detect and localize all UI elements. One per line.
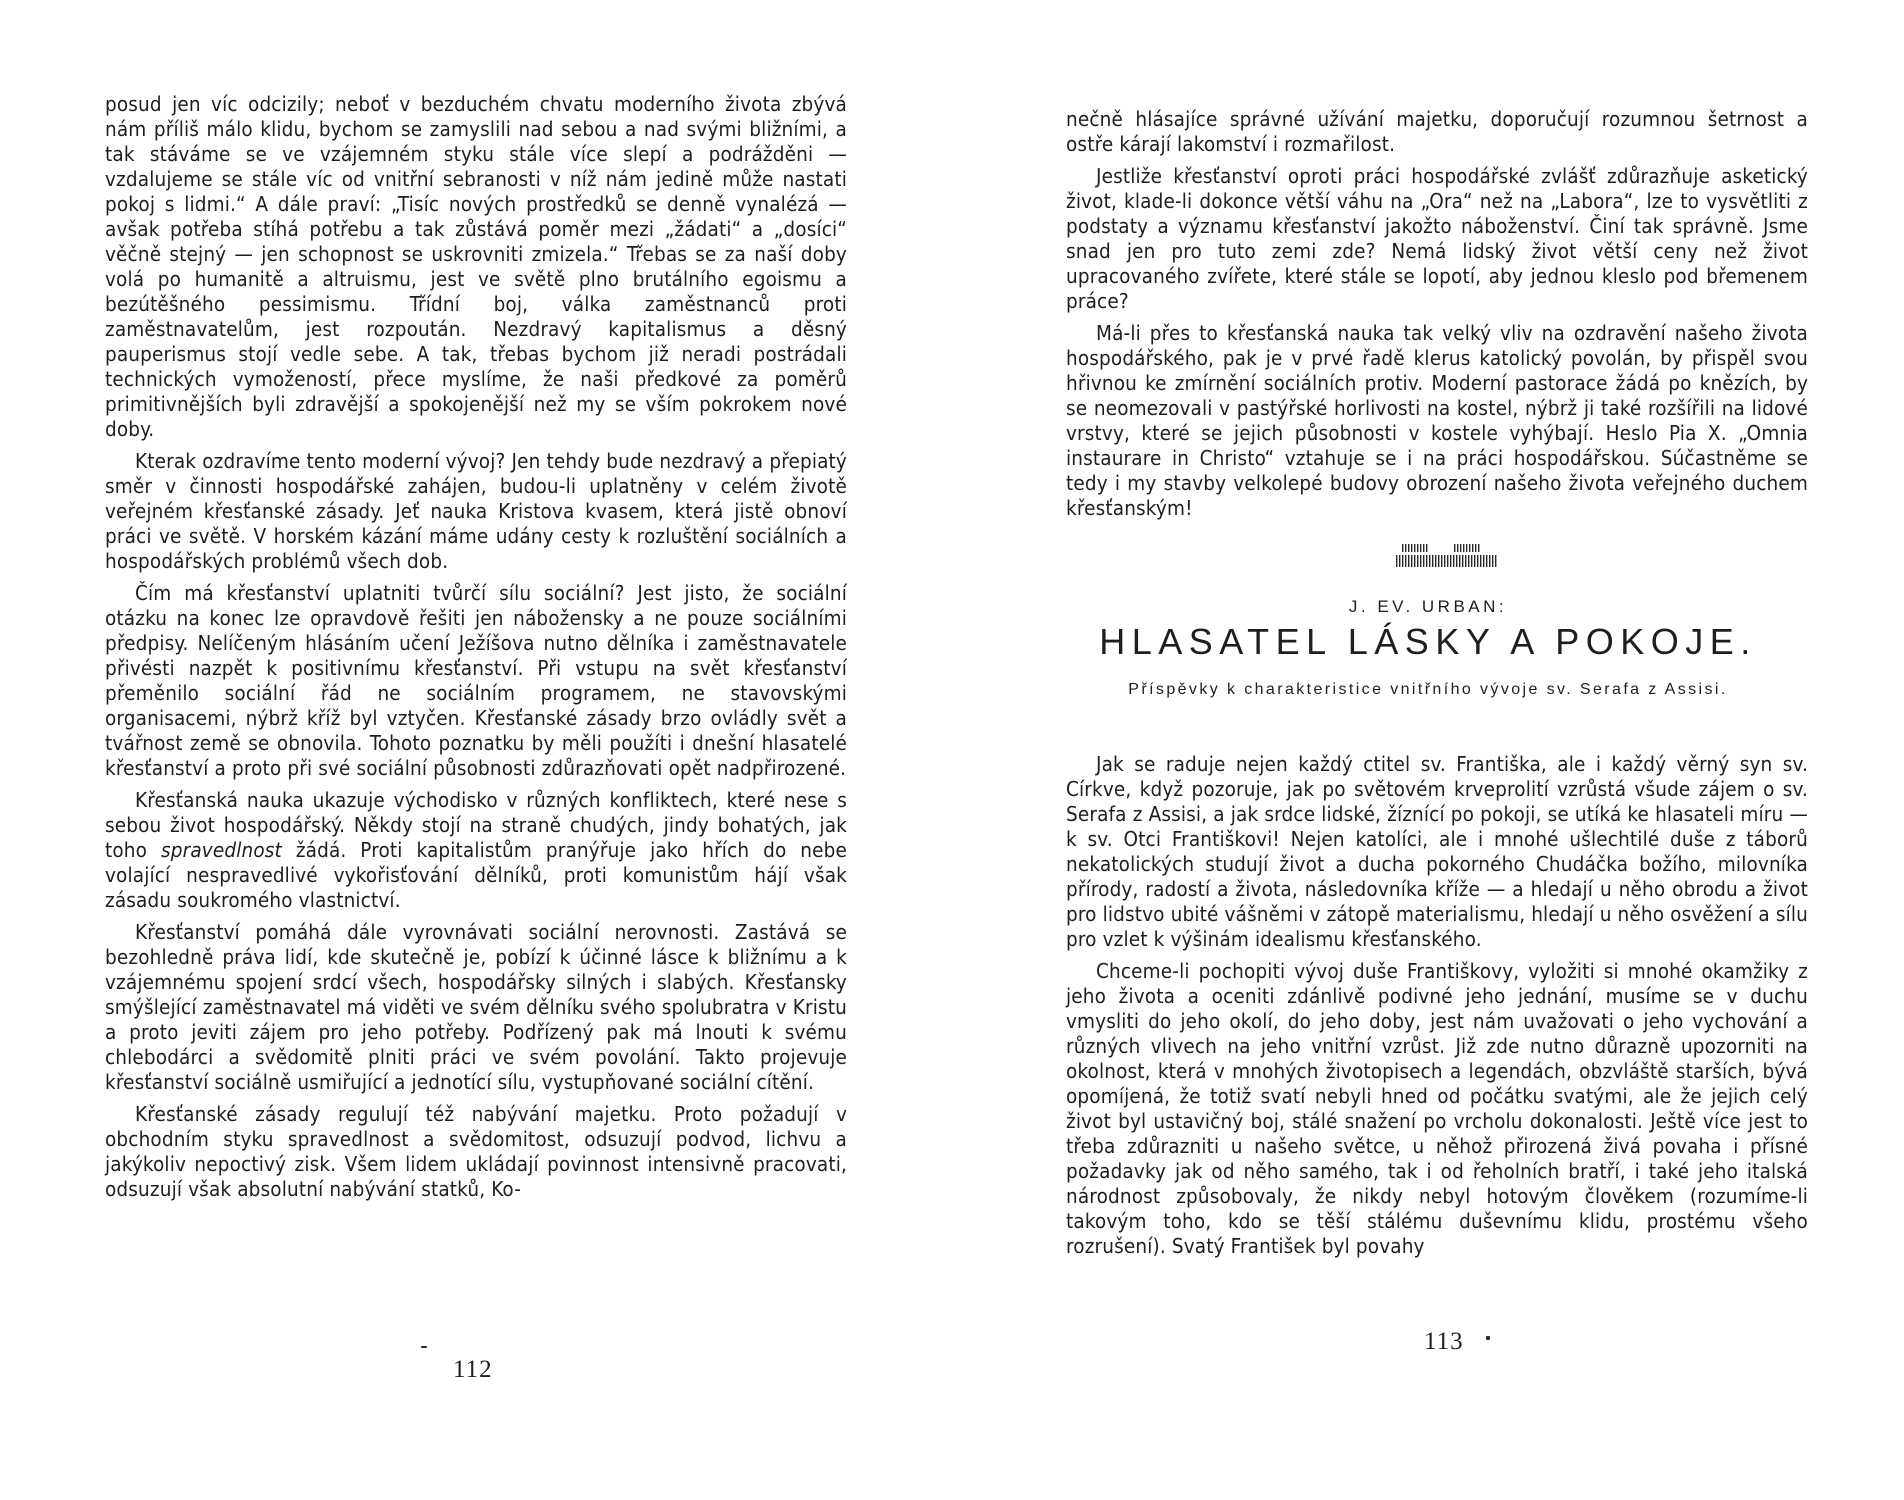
- ornament-stroke: [1405, 555, 1406, 567]
- ornament-stroke: [1450, 555, 1451, 567]
- ornament-stroke: [1435, 555, 1436, 567]
- ornament-stroke: [1414, 555, 1415, 567]
- paragraph: posud jen víc odcizily; neboť v bezduchém chvatu moderního života zbývá nám příliš málo klidu, bychom se zamyslili nad sebou a nad svými bližními, a tak stáváme se ve vzájemném styku stále více slepí a podrážděni — vzdalujeme se stále víc od vnitřní sebranosti v níž nám jedině může nastati pokoj s lidmi.“ A dále praví: „Tisíc nových prostředků se denně vynalézá — avšak potřeba stíhá potřebu a tak zůstává poměr mezi „žádati“ a „dosíci“ věčně stejný — jen schopnost se uskrovniti zmizela.“ Třebas se za naší doby volá po humanitě a altruismu, jest ve světě plno brutálního egoismu a bezútěšného pessimismu. Třídní boj, válka zaměstnanců proti zaměstnavatelům, jest rozpoután. Nezdravý kapitalismus a děsný pauperismus stojí vedle sebe. A tak, třebas bychom již neradi postrádali technických vymožeností, přece myslíme, že naši předkové za poměrů primitivnějších byli zdravější a spokojenější než my se vším pokrokem nové doby.: [105, 92, 847, 441]
- ornament-stroke: [1438, 555, 1439, 567]
- right-page: [952, 0, 1904, 1500]
- ornament-stroke: [1466, 544, 1467, 552]
- ornament-stroke: [1402, 555, 1403, 567]
- ornament-stroke: [1420, 555, 1421, 567]
- ornament-stroke: [1495, 555, 1496, 567]
- ornament-stroke: [1411, 544, 1412, 552]
- left-text-column: [105, 92, 847, 1209]
- ornament-stroke: [1486, 555, 1487, 567]
- ornament-stroke: [1474, 555, 1475, 567]
- ornament-stroke: [1471, 555, 1472, 567]
- ink-mark: [1486, 1336, 1490, 1340]
- ornament-stroke: [1462, 555, 1463, 567]
- ornament-stroke: [1454, 544, 1455, 552]
- ornament-stroke: [1402, 544, 1403, 552]
- ornament-stroke: [1420, 544, 1421, 552]
- right-text-column: [1066, 107, 1808, 528]
- paragraph: Chceme-li pochopiti vývoj duše Františkovy, vyložiti si mnohé okamžiky z jeho života a oceniti zdánlivě podivné jeho jednání, musíme se v duchu vmysliti do jeho okolí, do jeho doby, jest nám uvažovati o jeho vychování a různých vlivech na jeho vnitřní vzrůst. Již zde nutno důrazně upozorniti na okolnost, která v mnohých životopisech a legendách, obzvláště starších, bývá opomíjená, že totiž svatí nebyli hned od počátku svatými, ale že jejich celý život byl ustavičný boj, stálé snažení po vrcholu dokonalosti. Ještě více jest to třeba zdůrazniti u našeho světce, u něhož přirozená živá povaha i přísné požadavky jak od něho samého, tak i od řeholních bratří, i také jeho italská národnost způsobovaly, že nikdy nebyl hotovým člověkem (rozumíme-li takovým toho, kdo se těší stálému duševnímu klidu, prostému všeho rozrušení). Svatý František byl povahy: [1066, 959, 1808, 1258]
- paragraph: Jak se raduje nejen každý ctitel sv. Františka, ale i každý věrný syn sv. Církve, když pozoruje, jak po světovém krveprolití vzrůstá všude zájem o sv. Serafa z Assisi, a jak srdce lidské, žíznící po pokoji, se utíká ke hlasateli míru — k sv. Otci Františkovi! Nejen katolíci, ale i mnohé ušlechtilé duše z táborů nekatolických studují život a ducha pokorného Chudáčka božího, milovníka přírody, radostí a života, následovníka kříže — a hledají u něho obrodu a život pro lidstvo ubité vášněmi v zátopě materialismu, hledají u něho osvěžení a sílu pro vzlet k výšinám idealismu křesťanského.: [1066, 752, 1808, 951]
- paragraph: Jestliže křesťanství oproti práci hospodářské zvlášť zdůrazňuje asketický život, klade-li dokonce větší váhu na „Ora“ než na „Labora“, lze to vysvětliti z podstaty a významu křesťanství jakožto náboženství. Činí tak správně. Jsme snad jen pro tuto zemi zde? Nemá lidský život větší ceny než život upracovaného zvířete, které stále se lopotí, aby jednou kleslo pod břemenem práce?: [1066, 164, 1808, 313]
- ornament-stroke: [1465, 555, 1466, 567]
- paragraph-text: žádá. Proti kapitalistům pranýřuje jako hřích do nebe volající nespravedlivé vykořisťování dělníků, proti komunistům hájí však zásadu soukromého vlastnictví.: [105, 838, 847, 912]
- ornament-stroke: [1475, 544, 1476, 552]
- emphasized-word: spravedlnost: [161, 838, 282, 862]
- ornament-stroke: [1399, 555, 1400, 567]
- paragraph: nečně hlásajíce správné užívání majetku, doporučují rozumnou šetrnost a ostře kárají lakomství i rozmařilost.: [1066, 107, 1808, 156]
- page-number: 112: [453, 1356, 493, 1383]
- ornament-stroke: [1408, 544, 1409, 552]
- ornament-stroke: [1444, 555, 1445, 567]
- ornament-stroke: [1460, 544, 1461, 552]
- ornament-stroke: [1417, 555, 1418, 567]
- ornament-stroke: [1408, 555, 1409, 567]
- ornament-stroke: [1426, 544, 1427, 552]
- ornament-stroke: [1417, 544, 1418, 552]
- paragraph: Křesťanské zásady regulují též nabývání majetku. Proto požadují v obchodním styku spravedlnost a svědomitost, odsuzují podvod, lichvu a jakýkoliv nepoctivý zisk. Všem lidem ukládají povinnost intensivně pracovati, odsuzují však absolutní nabývání statků, Ko-: [105, 1102, 847, 1201]
- ornament-stroke: [1414, 544, 1415, 552]
- ornament-stroke: [1478, 544, 1479, 552]
- ornament-stroke: [1396, 555, 1397, 567]
- ornament-stroke: [1468, 555, 1469, 567]
- ornament-stroke: [1429, 555, 1430, 567]
- page-number: 113: [1424, 1328, 1464, 1355]
- ornament-stroke: [1463, 544, 1464, 552]
- ornament-stroke: [1457, 544, 1458, 552]
- ornament-stroke: [1456, 555, 1457, 567]
- ink-mark: [421, 1346, 427, 1348]
- ornament-stroke: [1459, 555, 1460, 567]
- ornament-stroke: [1472, 544, 1473, 552]
- ornament-stroke: [1477, 555, 1478, 567]
- ornament-stroke: [1432, 555, 1433, 567]
- ornament-stroke: [1405, 544, 1406, 552]
- ornament-stroke: [1492, 555, 1493, 567]
- paragraph-text: Křesťanská nauka ukazuje východisko v různých konfliktech, které nese s sebou život hospodářský. Někdy stojí na straně chudých, jindy bohatých, jak toho: [105, 788, 847, 862]
- article-subtitle: Příspěvky k charakteristice vnitřního vývoje sv. Serafa z Assisi.: [1128, 681, 1728, 698]
- paragraph: Má-li přes to křesťanská nauka tak velký vliv na ozdravění našeho života hospodářského, pak je v prvé řadě klerus katolický povolán, by přispěl svou hřivnou ke zmírnění sociálních protiv. Moderní pastorace žádá po knězích, by se neomezovali v pastýřské horlivosti na kostel, nýbrž ji také rozšířili na lidové vrstvy, které se jejich působnosti v kostele vyhýbají. Heslo Pia X. „Omnia instaurare in Christo“ vztahuje se i na práci hospodářskou. Súčastněme se tedy i my stavby velkolepé budovy obrození našeho života veřejného duchem křesťanským!: [1066, 321, 1808, 520]
- ornament-stroke: [1469, 544, 1470, 552]
- ornament-stroke: [1447, 555, 1448, 567]
- ornament-stroke: [1423, 544, 1424, 552]
- ornament-stroke: [1489, 555, 1490, 567]
- ornament-stroke: [1483, 555, 1484, 567]
- article-author: J. EV. URBAN:: [1348, 597, 1508, 616]
- paragraph: Kterak ozdravíme tento moderní vývoj? Jen tehdy bude nezdravý a přepiatý směr v činnosti hospodářské zahájen, budou-li uplatněny v celém životě veřejném křesťanské zásady. Jeť nauka Kristova kvasem, která jistě obnoví práci ve světě. V horském kázání máme udány cesty k rozluštění sociálních a hospodářských problémů všech dob.: [105, 449, 847, 573]
- paragraph: [105, 788, 847, 913]
- article-title: HLASATEL LÁSKY A POKOJE.: [1099, 621, 1757, 662]
- ornament-stroke: [1441, 555, 1442, 567]
- article-text-column: [1066, 752, 1808, 1266]
- ornament-stroke: [1426, 555, 1427, 567]
- ornament-stroke: [1423, 555, 1424, 567]
- ornament-stroke: [1411, 555, 1412, 567]
- ornament-stroke: [1453, 555, 1454, 567]
- paragraph: Čím má křesťanství uplatniti tvůrčí sílu sociální? Jest jisto, že sociální otázku na konec lze opravdově řešiti jen nábožensky a ne pouze sociálními předpisy. Nelíčeným hlásáním učení Ježíšova nutno dělníka i zaměstnavatele přivésti nazpět k positivnímu křesťanství. Při vstupu na svět křesťanství přeměnilo sociální řád ne sociálním programem, ne stavovskými organisacemi, nýbrž kříž byl vztyčen. Křesťanské zásady brzo ovládly svět a tvářnost země se obnovila. Tohoto poznatku by měli použíti i dnešní hlasatelé křesťanství a proto při své sociální působnosti zdůrazňovati opět nadpřirozené.: [105, 581, 847, 780]
- paragraph: Křesťanství pomáhá dále vyrovnávati sociální nerovnosti. Zastává se bezohledně práva lidí, kde skutečně je, pobízí k účinné lásce k bližnímu a k vzájemnému spojení srdcí všech, hospodářsky silných i slabých. Křesťansky smýšlející zaměstnavatel má viděti ve svém dělníku svého spolubratra v Kristu a proto jeviti zájem pro jeho potřeby. Podřízený pak má lnouti k svému chlebodárci a svědomitě plniti práci ve svém povolání. Takto projevuje křesťanství sociálně usmiřující a jednotící sílu, vystupňované sociální cítění.: [105, 920, 847, 1094]
- section-ornament: [1388, 541, 1508, 571]
- ornament-stroke: [1480, 555, 1481, 567]
